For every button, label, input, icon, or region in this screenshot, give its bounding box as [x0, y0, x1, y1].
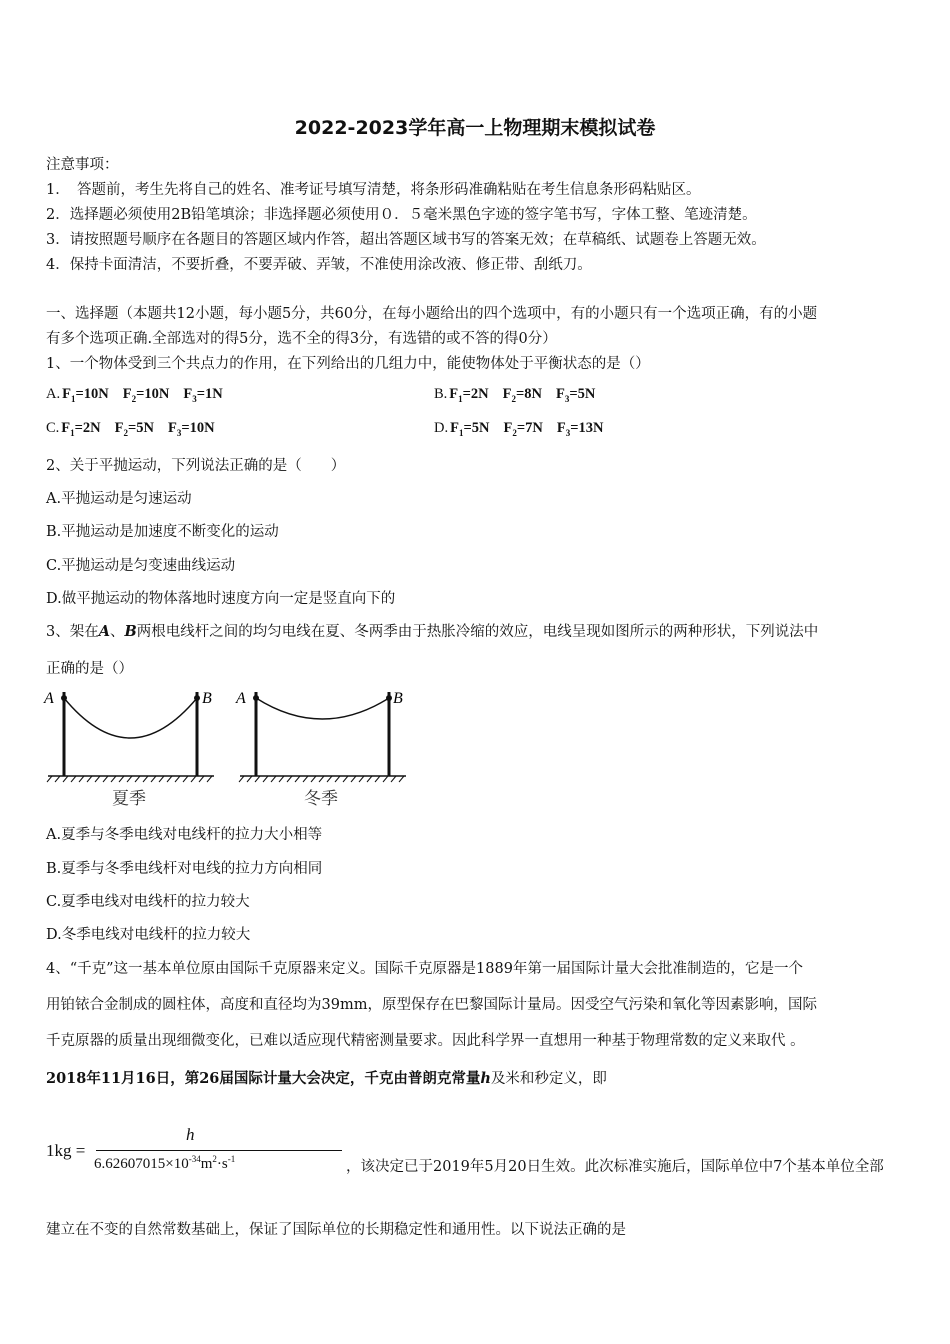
option-label: A. — [46, 386, 61, 402]
notice-heading: 注意事项： — [46, 157, 119, 173]
q4-line6: 建立在不变的自然常数基础上，保证了国际单位的长期稳定性和通用性。以下说法正确的是 — [46, 1222, 626, 1238]
page-title: 2022-2023学年高一上物理期末模拟试卷 — [294, 117, 656, 139]
f1-value: 2N — [82, 420, 101, 436]
label-b-summer: B — [202, 690, 212, 707]
formula-followup-text: ，该决定已于2019年5月20日生效。此次标准实施后，国际单位中7个基本单位全部 — [346, 1159, 884, 1175]
section-heading-line2: 有多个选项正确.全部选对的得5分，选不全的得3分，有选错的或不答的得0分） — [46, 331, 557, 347]
q2-stem: 2、关于平抛运动，下列说法正确的是（ ） — [46, 458, 346, 474]
q2-option-d: D.做平抛运动的物体落地时速度方向一定是竖直向下的 — [46, 591, 396, 607]
f1-value: 10N — [83, 386, 109, 402]
q4-line2: 用铂铱合金制成的圆柱体，高度和直径均为39mm，原型保存在巴黎国际计量局。因受空气污染和氧化等因素影响，国际 — [46, 997, 817, 1013]
f2-value: 8N — [524, 386, 543, 402]
q4-line3: 千克原器的质量出现细微变化，已难以适应现代精密测量要求。因此科学界一直想用一种基于物理常数的定义来取代 。 — [46, 1033, 805, 1049]
q3-option-d: D.冬季电线对电线杆的拉力较大 — [46, 927, 251, 943]
q2-option-b: B.平抛运动是加速度不断变化的运动 — [46, 524, 279, 540]
f3-value: 1N — [204, 386, 223, 402]
ground-hatching — [239, 776, 404, 782]
q1-option-d: D. $F_1=5N$ $F_2=7N$ $F_3=13N$ — [434, 420, 604, 438]
sagging-wire — [64, 698, 197, 738]
summer-caption: 夏季 — [112, 789, 146, 808]
q4-line1: 4、“千克”这一基本单位原由国际千克原器来定义。国际千克原器是1889年第一届国际计量大会批准制造的，它是一个 — [46, 961, 803, 977]
taut-wire — [256, 698, 389, 719]
ground-hatching — [47, 776, 212, 782]
option-label: B. — [434, 386, 448, 402]
label-b-winter: B — [393, 690, 403, 707]
q2-option-c: C.平抛运动是匀变速曲线运动 — [46, 558, 236, 574]
kilogram-definition-formula — [46, 1125, 906, 1178]
f1-value: 2N — [470, 386, 489, 402]
q3-stem-line2: 正确的是（） — [46, 661, 133, 677]
notice-item-1: 1． 答题前，考生先将自己的姓名、准考证号填写清楚，将条形码准确粘贴在考生信息条形码粘贴区。 — [46, 182, 701, 198]
notice-item-4: 4．保持卡面清洁，不要折叠，不要弄破、弄皱，不准使用涂改液、修正带、刮纸刀。 — [46, 257, 592, 273]
q1-option-c: C. $F_1=2N$ $F_2=5N$ $F_3=10N$ — [46, 420, 215, 438]
formula-numerator: h — [186, 1125, 195, 1144]
q1-option-b: B. $F_1=2N$ $F_2=8N$ $F_3=5N$ — [434, 386, 596, 404]
q3-stem: 3、架在A、B两根电线杆之间的均匀电线在夏、冬两季由于热胀冷缩的效应，电线呈现如图所示的两种形状，下列说法中 — [46, 623, 819, 640]
f2-value: 5N — [136, 420, 155, 436]
f2-value: 10N — [144, 386, 170, 402]
formula-denominator: $6.62607015\times 10^{-34}m^2\cdot s^{-1}$ — [94, 1154, 236, 1172]
f2-value: 7N — [525, 420, 543, 436]
summer-diagram — [43, 690, 214, 808]
winter-caption: 冬季 — [304, 789, 338, 808]
f3-value: 10N — [189, 420, 215, 436]
f3-value: 5N — [577, 386, 596, 402]
f1-value: 5N — [471, 420, 490, 436]
q1-option-a: A. $F_1=10N$ $F_2=10N$ $F_3=1N$ — [46, 386, 223, 404]
q3-option-c: C.夏季电线对电线杆的拉力较大 — [46, 894, 250, 910]
option-label: C. — [46, 420, 60, 436]
option-label: D. — [434, 420, 449, 436]
f3-value: 13N — [578, 420, 604, 436]
fraction-bar — [96, 1150, 342, 1151]
notice-item-2: 2．选择题必须使用2B铅笔填涂；非选择题必须使用０．５毫米黑色字迹的签字笔书写，字体工整、笔迹清楚。 — [46, 207, 757, 223]
label-a-winter: A — [236, 690, 246, 707]
formula-lhs: 1kg = — [46, 1141, 86, 1160]
q4-line4: 2018年11月16日，第26届国际计量大会决定，千克由普朗克常量h及米和秒定义，即 — [46, 1070, 607, 1087]
section-heading-line1: 一、选择题（本题共12小题，每小题5分，共60分，在每小题给出的四个选项中，有的小题只有一个选项正确，有的小题 — [46, 306, 818, 322]
label-a-summer: A — [44, 690, 54, 707]
q3-option-a: A.夏季与冬季电线对电线杆的拉力大小相等 — [46, 827, 323, 843]
notice-item-3: 3．请按照题号顺序在各题目的答题区域内作答，超出答题区域书写的答案无效；在草稿纸、试题卷上答题无效。 — [46, 232, 766, 248]
q2-option-a: A.平抛运动是匀速运动 — [46, 491, 192, 507]
q3-option-b: B.夏季与冬季电线杆对电线的拉力方向相同 — [46, 861, 323, 877]
winter-diagram — [235, 690, 406, 808]
power-line-figure — [40, 680, 420, 812]
q1-stem: 1、一个物体受到三个共点力的作用，在下列给出的几组力中，能使物体处于平衡状态的是（） — [46, 356, 650, 372]
